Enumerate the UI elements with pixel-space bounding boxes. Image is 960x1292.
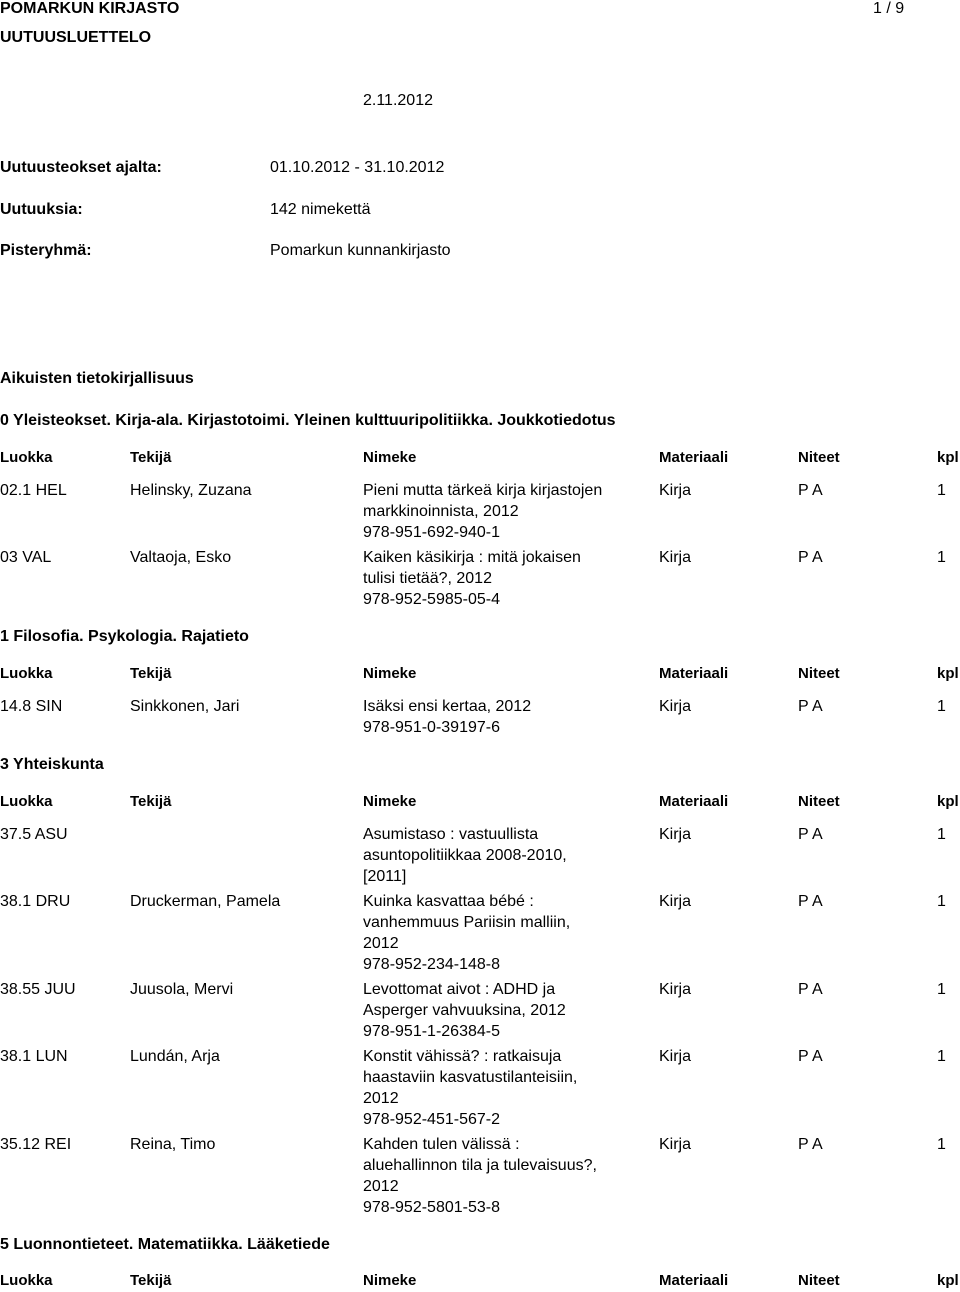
nimeke-line: 978-952-5985-05-4	[363, 591, 500, 608]
nimeke-line: [2011]	[363, 868, 407, 885]
cell-kpl: 1	[937, 893, 946, 910]
col-header-tekija: Tekijä	[130, 449, 172, 466]
cell-nimeke	[363, 824, 567, 887]
nimeke-line: 2012	[363, 1090, 399, 1107]
cell-luokka: 38.1 DRU	[0, 893, 71, 910]
group-title: 3 Yhteiskunta	[0, 756, 104, 773]
col-header-kpl: kpl	[937, 449, 959, 466]
nimeke-line: 978-951-1-26384-5	[363, 1023, 500, 1040]
group-title: 1 Filosofia. Psykologia. Rajatieto	[0, 628, 249, 645]
nimeke-line: aluehallinnon tila ja tulevaisuus?,	[363, 1157, 597, 1174]
cell-kpl: 1	[937, 1048, 946, 1065]
list-title: UUTUUSLUETTELO	[0, 29, 152, 46]
cell-luokka: 38.55 JUU	[0, 981, 76, 998]
cell-luokka: 35.12 REI	[0, 1136, 72, 1153]
cell-nimeke	[363, 1134, 597, 1218]
meta-value-period: 01.10.2012 - 31.10.2012	[270, 159, 445, 176]
nimeke-line: Levottomat aivot : ADHD ja	[363, 981, 556, 998]
nimeke-line: 978-952-451-567-2	[363, 1111, 500, 1128]
nimeke-line: asuntopolitiikkaa 2008-2010,	[363, 847, 567, 864]
cell-nimeke	[363, 480, 602, 543]
col-header-tekija: Tekijä	[130, 1272, 172, 1289]
col-header-materiaali: Materiaali	[659, 665, 729, 682]
nimeke-line: vanhemmuus Pariisin malliin,	[363, 914, 571, 931]
cell-materiaali: Kirja	[659, 1048, 692, 1065]
nimeke-line: Asperger vahvuuksina, 2012	[363, 1002, 566, 1019]
col-header-tekija: Tekijä	[130, 665, 172, 682]
library-name: POMARKUN KIRJASTO	[0, 0, 180, 17]
nimeke-line: haastaviin kasvatustilanteisiin,	[363, 1069, 578, 1086]
cell-materiaali: Kirja	[659, 826, 692, 843]
nimeke-line: 978-951-0-39197-6	[363, 719, 500, 736]
meta-value-group: Pomarkun kunnankirjasto	[270, 242, 451, 259]
cell-tekija: Reina, Timo	[130, 1136, 216, 1153]
cell-niteet: P A	[798, 549, 823, 566]
col-header-niteet: Niteet	[798, 449, 840, 466]
col-header-luokka: Luokka	[0, 665, 53, 682]
cell-kpl: 1	[937, 549, 946, 566]
cell-tekija: Lundán, Arja	[130, 1048, 220, 1065]
cell-tekija: Helinsky, Zuzana	[130, 482, 252, 499]
nimeke-line: tulisi tietää?, 2012	[363, 570, 492, 587]
cell-kpl: 1	[937, 1136, 946, 1153]
cell-nimeke	[363, 1046, 577, 1130]
col-header-nimeke: Nimeke	[363, 665, 417, 682]
col-header-kpl: kpl	[937, 665, 959, 682]
cell-luokka: 14.8 SIN	[0, 698, 63, 715]
col-header-tekija: Tekijä	[130, 793, 172, 810]
nimeke-line: 2012	[363, 935, 399, 952]
meta-label-period: Uutuusteokset ajalta:	[0, 159, 162, 176]
nimeke-line: Kahden tulen välissä :	[363, 1136, 520, 1153]
cell-materiaali: Kirja	[659, 893, 692, 910]
cell-materiaali: Kirja	[659, 698, 692, 715]
nimeke-line: 978-952-5801-53-8	[363, 1199, 500, 1216]
col-header-luokka: Luokka	[0, 793, 53, 810]
col-header-luokka: Luokka	[0, 1272, 53, 1289]
cell-tekija: Druckerman, Pamela	[130, 893, 281, 910]
nimeke-line: Konstit vähissä? : ratkaisuja	[363, 1048, 562, 1065]
nimeke-line: Kaiken käsikirja : mitä jokaisen	[363, 549, 581, 566]
cell-kpl: 1	[937, 826, 946, 843]
nimeke-line: Pieni mutta tärkeä kirja kirjastojen	[363, 482, 603, 499]
main-section-title: Aikuisten tietokirjallisuus	[0, 370, 194, 387]
meta-label-group: Pisteryhmä:	[0, 242, 92, 259]
col-header-nimeke: Nimeke	[363, 449, 417, 466]
col-header-materiaali: Materiaali	[659, 449, 729, 466]
cell-nimeke	[363, 891, 570, 975]
cell-kpl: 1	[937, 981, 946, 998]
meta-value-count: 142 nimekettä	[270, 201, 371, 218]
cell-kpl: 1	[937, 698, 946, 715]
nimeke-line: 978-952-234-148-8	[363, 956, 500, 973]
cell-tekija: Sinkkonen, Jari	[130, 698, 240, 715]
report-date: 2.11.2012	[363, 92, 433, 109]
cell-tekija: Juusola, Mervi	[130, 981, 234, 998]
cell-niteet: P A	[798, 981, 823, 998]
meta-label-count: Uutuuksia:	[0, 201, 83, 218]
col-header-niteet: Niteet	[798, 793, 840, 810]
cell-materiaali: Kirja	[659, 981, 692, 998]
col-header-luokka: Luokka	[0, 449, 53, 466]
cell-luokka: 37.5 ASU	[0, 826, 68, 843]
cell-materiaali: Kirja	[659, 1136, 692, 1153]
cell-tekija: Valtaoja, Esko	[130, 549, 232, 566]
nimeke-line: Kuinka kasvattaa bébé :	[363, 893, 534, 910]
col-header-materiaali: Materiaali	[659, 793, 729, 810]
cell-nimeke	[363, 979, 566, 1042]
nimeke-line: Isäksi ensi kertaa, 2012	[363, 698, 532, 715]
cell-luokka: 02.1 HEL	[0, 482, 67, 499]
cell-nimeke	[363, 696, 531, 738]
page-number: 1 / 9	[873, 0, 905, 17]
cell-niteet: P A	[798, 1048, 823, 1065]
cell-niteet: P A	[798, 698, 823, 715]
group-title: 0 Yleisteokset. Kirja-ala. Kirjastotoimi. Yleinen kulttuuripolitiikka. Joukkotiedotus	[0, 412, 616, 429]
nimeke-line: markkinoinnista, 2012	[363, 503, 519, 520]
cell-niteet: P A	[798, 1136, 823, 1153]
cell-luokka: 03 VAL	[0, 549, 52, 566]
nimeke-line: Asumistaso : vastuullista	[363, 826, 539, 843]
nimeke-line: 2012	[363, 1178, 399, 1195]
cell-nimeke	[363, 547, 581, 610]
cell-luokka: 38.1 LUN	[0, 1048, 68, 1065]
group-title: 5 Luonnontieteet. Matematiikka. Lääketiede	[0, 1236, 330, 1253]
cell-materiaali: Kirja	[659, 549, 692, 566]
nimeke-line: 978-951-692-940-1	[363, 524, 500, 541]
col-header-nimeke: Nimeke	[363, 1272, 417, 1289]
col-header-kpl: kpl	[937, 1272, 959, 1289]
col-header-niteet: Niteet	[798, 1272, 840, 1289]
cell-materiaali: Kirja	[659, 482, 692, 499]
cell-niteet: P A	[798, 826, 823, 843]
col-header-nimeke: Nimeke	[363, 793, 417, 810]
col-header-kpl: kpl	[937, 793, 959, 810]
col-header-materiaali: Materiaali	[659, 1272, 729, 1289]
cell-kpl: 1	[937, 482, 946, 499]
col-header-niteet: Niteet	[798, 665, 840, 682]
cell-niteet: P A	[798, 482, 823, 499]
cell-niteet: P A	[798, 893, 823, 910]
